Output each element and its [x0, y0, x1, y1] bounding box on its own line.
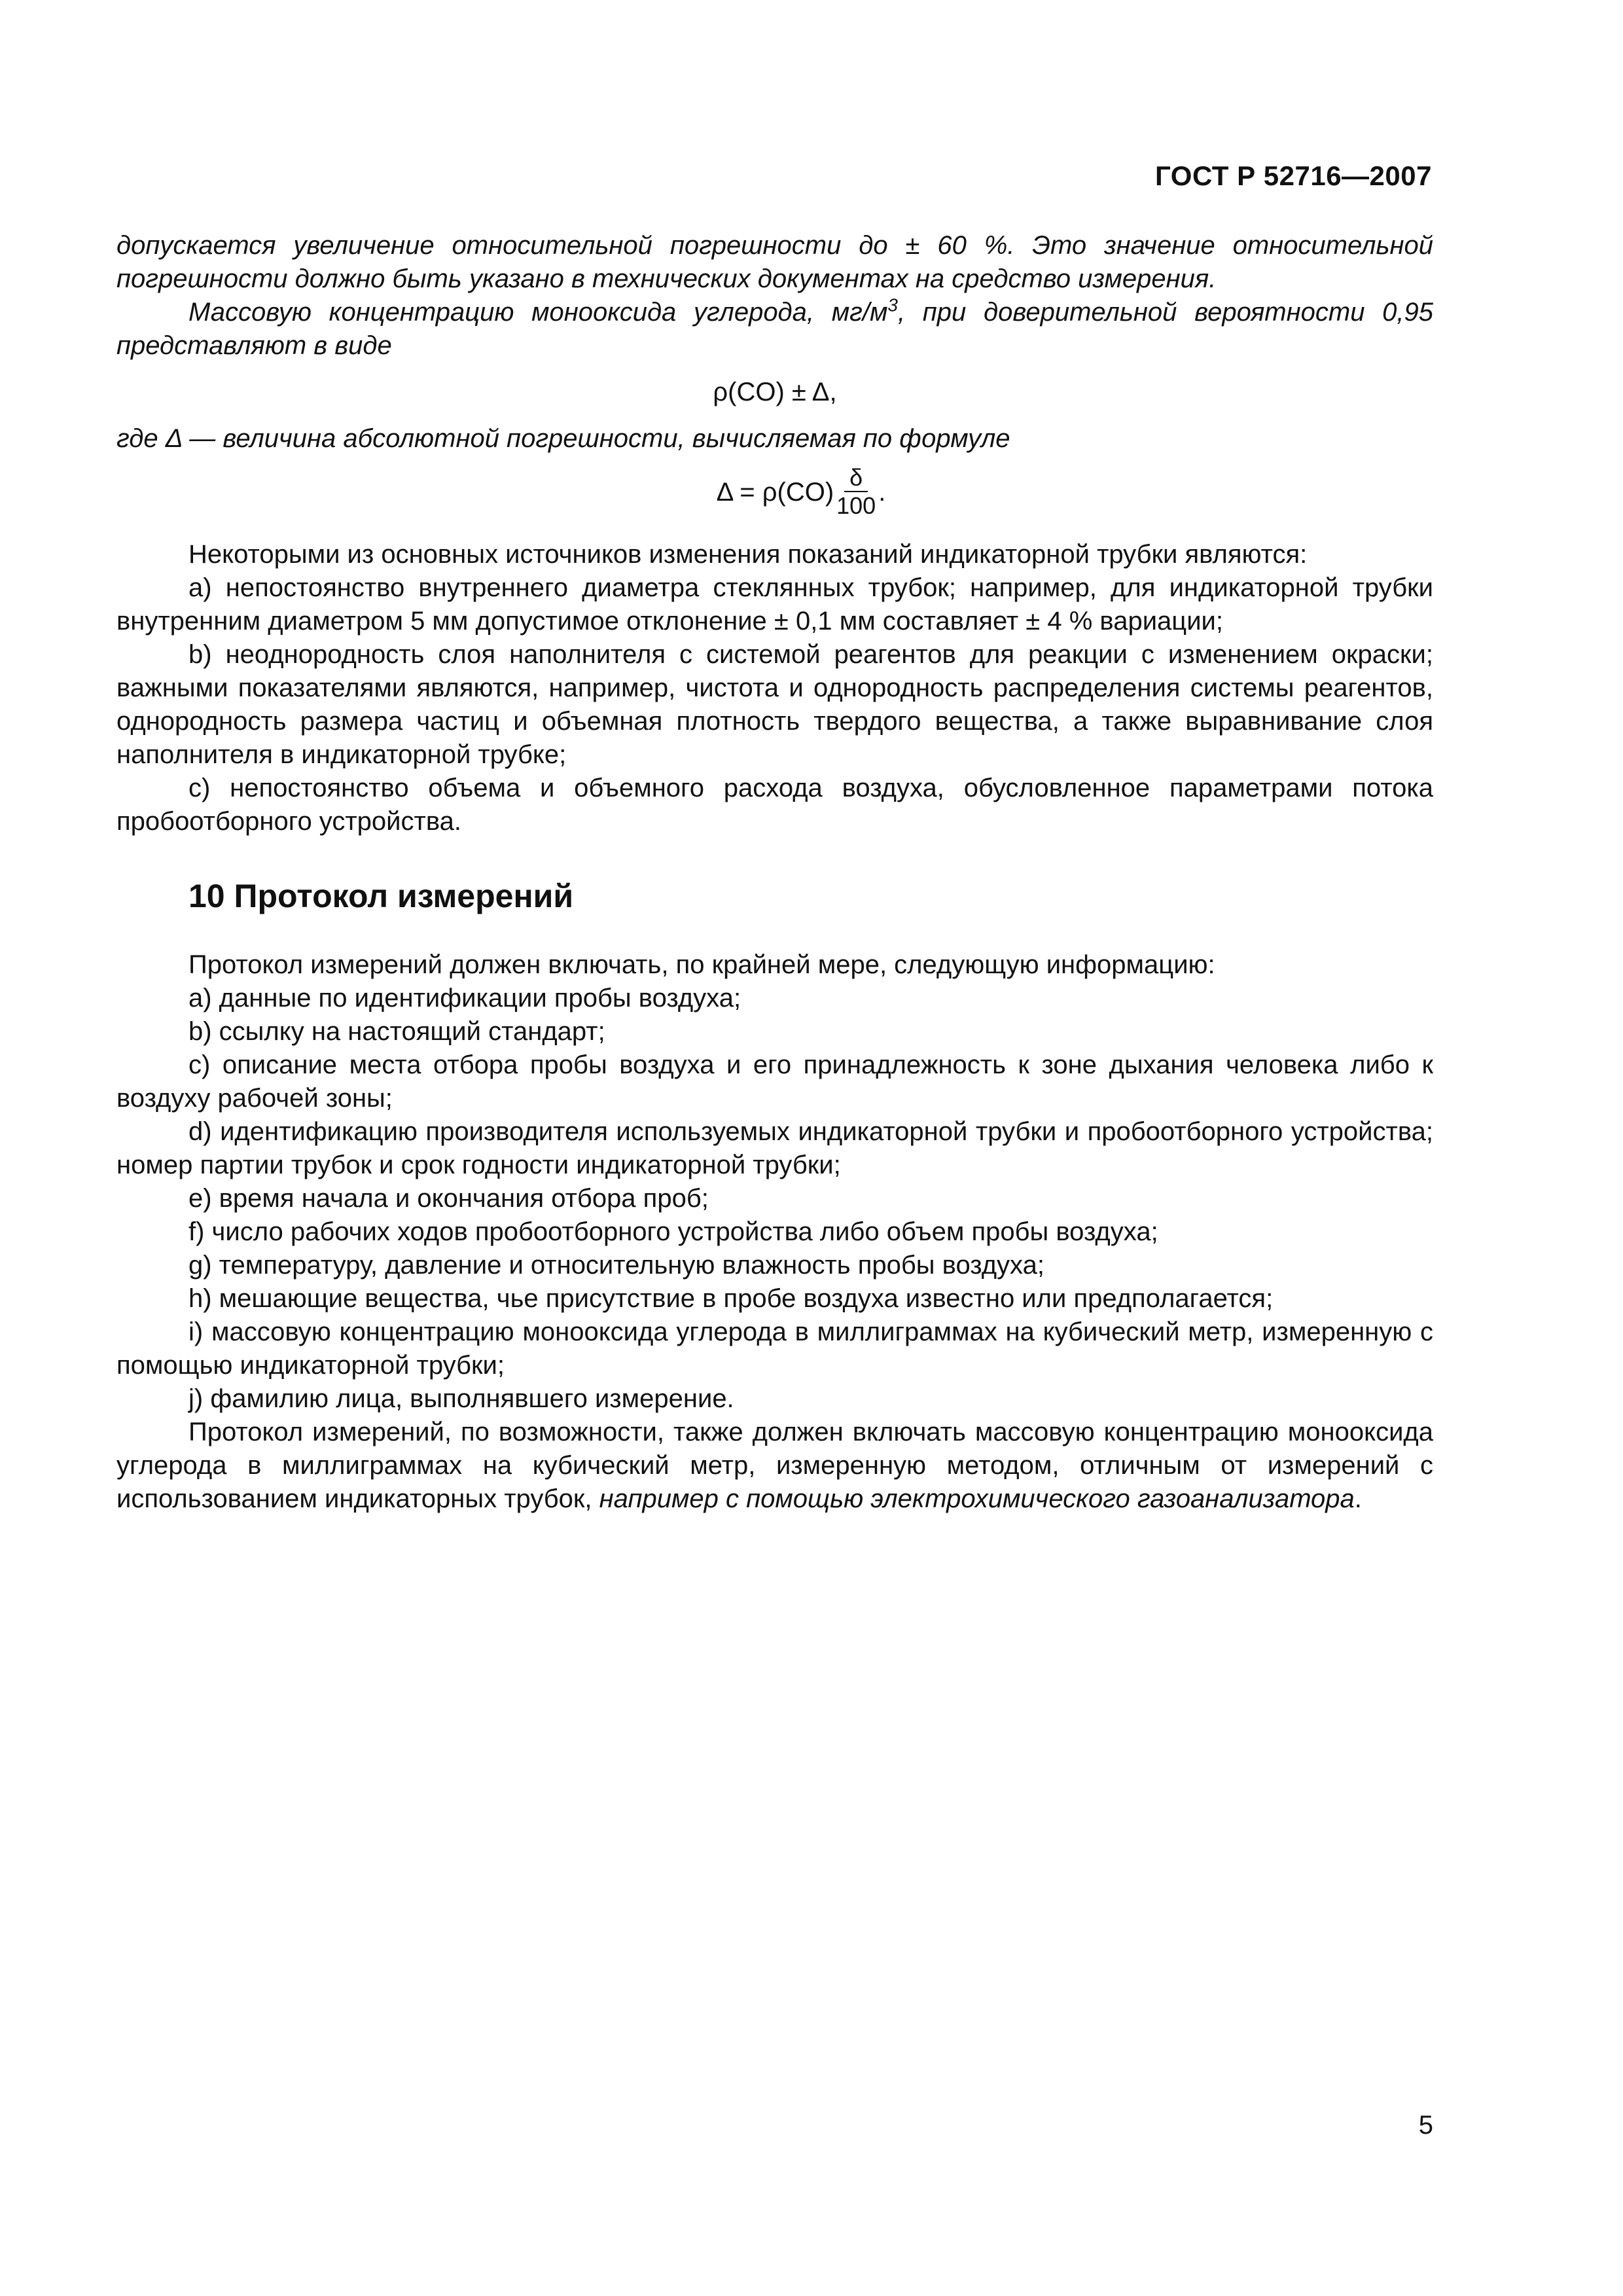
list-item-source-b: b) неоднородность слоя наполнителя с системой реагентов для реакции с изменением окраски; важными показателями являются, например, чистота и однородность распределения системы реагентов, однородность размера частиц и объемная плотность твердого вещества, а также выравнивание слоя наполнителя в индикаторной трубке; [116, 640, 1433, 769]
paragraph-where-delta: где Δ — величина абсолютной погрешности, вычисляемая по формуле [116, 424, 1010, 453]
closing-italic-text: например с помощью электрохимического газоанализатора [599, 1484, 1355, 1513]
list-item: i) массовую концентрацию монооксида углерода в миллиграммах на кубический метр, измеренную с помощью индикаторной трубки; [116, 1318, 1433, 1380]
page-body [116, 229, 1433, 1516]
paragraph-closing [116, 1416, 1433, 1516]
superscript-3: 3 [887, 295, 898, 315]
list-item: f) число рабочих ходов пробоотборного устройства либо объем пробы воздуха; [188, 1217, 1158, 1246]
formula-result: ρ(CO) ± Δ, [713, 378, 837, 406]
paragraph-error-tolerance: допускается увеличение относительной погрешности до ± 60 %. Это значение относительной погрешности должно быть указано в технических документах на средство измерения. [116, 231, 1433, 293]
fraction-numerator: δ [844, 465, 868, 492]
formula-delta-tail: . [878, 477, 886, 507]
list-item: d) идентификацию производителя используемых индикаторной трубки и пробоотборного устройства; номер партии трубок и срок годности индикаторной трубки; [116, 1117, 1433, 1179]
closing-text: Протокол измерений, по возможности, также должен включать массовую концентрацию монооксида углерода в миллиграммах на кубический метр, измеренную методом, отличным от измерений с использованием индикаторных трубок, [116, 1418, 1433, 1513]
list-item-source-c: c) непостоянство объема и объемного расхода воздуха, обусловленное параметрами потока пробоотборного устройства. [116, 774, 1433, 836]
list-item: a) данные по идентификации пробы воздуха; [188, 984, 741, 1013]
list-item: c) описание места отбора пробы воздуха и его принадлежность к зоне дыхания человека либо к воздуху рабочей зоны; [116, 1050, 1433, 1113]
paragraph-concentration [116, 296, 1433, 363]
list-item: b) ссылку на настоящий стандарт; [188, 1017, 605, 1046]
fraction [836, 465, 876, 520]
list-item: e) время начала и окончания отбора проб; [188, 1184, 709, 1213]
list-item: j) фамилию лица, выполнявшего измерение. [188, 1384, 734, 1413]
list-item: h) мешающие вещества, чье присутствие в пробе воздуха известно или предполагается; [188, 1284, 1274, 1313]
formula-delta [116, 465, 1433, 520]
paragraph-concentration-part2: , при доверительной вероятности 0,95 представляют в виде [116, 298, 1433, 360]
paragraph-sources-intro: Некоторыми из основных источников изменения показаний индикаторной трубки являются: [188, 540, 1308, 569]
fraction-denominator: 100 [836, 492, 876, 519]
page-number: 5 [1418, 2111, 1433, 2140]
section-heading: 10 Протокол измерений [188, 878, 574, 914]
formula-delta-lhs: Δ = ρ(CO) [716, 477, 834, 507]
paragraph-concentration-part1: Массовую концентрацию монооксида углерода, мг/м [188, 298, 888, 327]
list-item-source-a: a) непостоянство внутреннего диаметра стеклянных трубок; например, для индикаторной трубки внутренним диаметром 5 мм допустимое отклонение ± 0,1 мм составляет ± 4 % вариации; [116, 573, 1433, 636]
document-id: ГОСТ Р 52716—2007 [1155, 160, 1432, 191]
list-item: g) температуру, давление и относительную влажность пробы воздуха; [188, 1251, 1044, 1280]
section-intro: Протокол измерений должен включать, по крайней мере, следующую информацию: [188, 950, 1215, 979]
closing-end: . [1354, 1484, 1362, 1513]
